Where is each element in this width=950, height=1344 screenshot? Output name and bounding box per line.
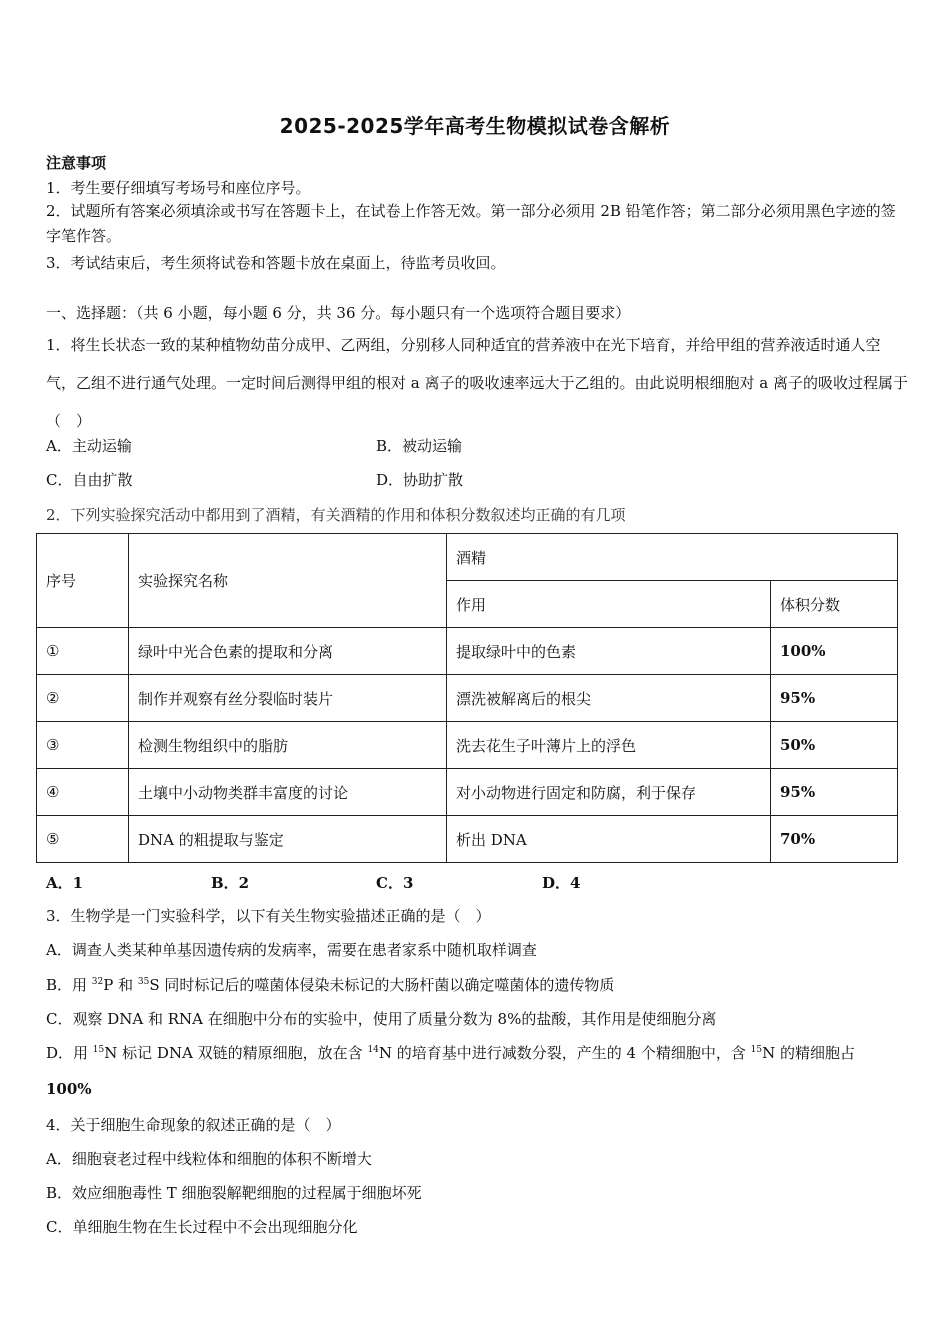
cell-role: 提取绿叶中的色素: [447, 628, 771, 675]
alcohol-table: [36, 533, 898, 863]
table-row: [37, 769, 898, 816]
table-row: [37, 628, 898, 675]
question-2-stem: 2．下列实验探究活动中都用到了酒精，有关酒精的作用和体积分数叙述均正确的有几项: [46, 506, 626, 524]
cell-name: 制作并观察有丝分裂临时装片: [129, 675, 447, 722]
q3-option-b: [46, 974, 614, 995]
cell-no: ①: [37, 628, 129, 675]
cell-role: 漂洗被解离后的根尖: [447, 675, 771, 722]
notice-item-3: 3．考试结束后，考生须将试卷和答题卡放在桌面上，待监考员收回。: [46, 254, 506, 272]
q4-option-b: B．效应细胞毒性 T 细胞裂解靶细胞的过程属于细胞坏死: [46, 1184, 422, 1202]
cell-no: ④: [37, 769, 129, 816]
q1-option-d: D．协助扩散: [376, 471, 464, 489]
question-1-options-row-2: [46, 469, 906, 493]
cell-volume: 95%: [771, 769, 898, 816]
q2-option-d: D．4: [542, 874, 581, 892]
q2-option-b: B．2: [211, 874, 250, 892]
question-3-stem: 3．生物学是一门实验科学，以下有关生物实验描述正确的是（ ）: [46, 907, 491, 925]
q3-d-mid-3: N 的精细胞占: [762, 1044, 855, 1062]
notice-item-1: 1．考生要仔细填写考场号和座位序号。: [46, 179, 311, 197]
cell-volume: 70%: [771, 816, 898, 863]
q3-b-sup-1: 32: [91, 977, 104, 987]
cell-volume: 50%: [771, 722, 898, 769]
q3-d-mid-1: N 标记 DNA 双链的精原细胞，放在含: [104, 1044, 368, 1062]
header-name: 实验探究名称: [129, 534, 447, 628]
q1-option-c: C．自由扩散: [46, 471, 133, 489]
question-1-options-row-1: [46, 435, 906, 459]
table-row: [37, 816, 898, 863]
cell-role: 洗去花生子叶薄片上的浮色: [447, 722, 771, 769]
q3-option-a: A．调查人类某种单基因遗传病的发病率，需要在患者家系中随机取样调查: [46, 941, 537, 959]
cell-no: ②: [37, 675, 129, 722]
notice-item-2: 2．试题所有答案必须填涂或书写在答题卡上，在试卷上作答无效。第一部分必须用 2B 铅笔作答；第二部分必须用黑色字迹的签字笔作答。: [46, 202, 896, 245]
q3-option-c: C．观察 DNA 和 RNA 在细胞中分布的实验中，使用了质量分数为 8%的盐酸，其作用是使细胞分离: [46, 1010, 717, 1028]
cell-no: ⑤: [37, 816, 129, 863]
q2-option-a: A．1: [46, 874, 84, 892]
q3-option-d-continued: 100%: [46, 1080, 92, 1098]
q4-option-c: C．单细胞生物在生长过程中不会出现细胞分化: [46, 1218, 358, 1236]
cell-no: ③: [37, 722, 129, 769]
question-2-options: [46, 872, 906, 896]
q2-option-c: C．3: [376, 874, 414, 892]
q1-option-b: B．被动运输: [376, 437, 463, 455]
q3-b-sup-2: 35: [137, 977, 150, 987]
header-role: 作用: [447, 581, 771, 628]
question-1-stem: 1．将生长状态一致的某种植物幼苗分成甲、乙两组，分别移人同种适宜的营养液中在光下培育，并给甲组的营养液适时通人空气，乙组不进行通气处理。一定时间后测得甲组的根对 a 离子的吸收速率远大于乙组的。由此说明根细胞对 a 离子的吸收过程属于（ ）: [46, 336, 908, 430]
cell-name: DNA 的粗提取与鉴定: [129, 816, 447, 863]
q3-d-sup-1: 15: [92, 1045, 105, 1055]
cell-volume: 95%: [771, 675, 898, 722]
q4-option-a: A．细胞衰老过程中线粒体和细胞的体积不断增大: [46, 1150, 372, 1168]
section-heading: 一、选择题：（共 6 小题，每小题 6 分，共 36 分。每小题只有一个选项符合题目要求）: [46, 304, 631, 322]
q3-option-d: [46, 1042, 855, 1063]
q3-b-post: S 同时标记后的噬菌体侵染未标记的大肠杆菌以确定噬菌体的遗传物质: [149, 976, 615, 994]
q3-d-pre: D．用: [46, 1044, 93, 1062]
cell-role: 对小动物进行固定和防腐，利于保存: [447, 769, 771, 816]
cell-volume: 100%: [771, 628, 898, 675]
cell-name: 检测生物组织中的脂肪: [129, 722, 447, 769]
cell-name: 土壤中小动物类群丰富度的讨论: [129, 769, 447, 816]
cell-name: 绿叶中光合色素的提取和分离: [129, 628, 447, 675]
q3-d-sup-3: 15: [750, 1045, 763, 1055]
cell-role: 析出 DNA: [447, 816, 771, 863]
table-header-row: [37, 534, 898, 581]
header-volume: 体积分数: [771, 581, 898, 628]
page-title: 2025-2025学年高考生物模拟试卷含解析: [279, 114, 671, 138]
q3-b-mid: P 和: [103, 976, 138, 994]
q3-d-sup-2: 14: [367, 1045, 379, 1055]
q3-d-mid-2: N 的培育基中进行减数分裂，产生的 4 个精细胞中，含: [378, 1044, 751, 1062]
table-row: [37, 675, 898, 722]
notice-heading: 注意事项: [46, 154, 107, 172]
q1-option-a: A．主动运输: [46, 437, 132, 455]
table-row: [37, 722, 898, 769]
q3-b-pre: B．用: [46, 976, 92, 994]
header-alcohol: 酒精: [447, 534, 898, 581]
header-no: 序号: [37, 534, 129, 628]
question-4-stem: 4．关于细胞生命现象的叙述正确的是（ ）: [46, 1116, 341, 1134]
